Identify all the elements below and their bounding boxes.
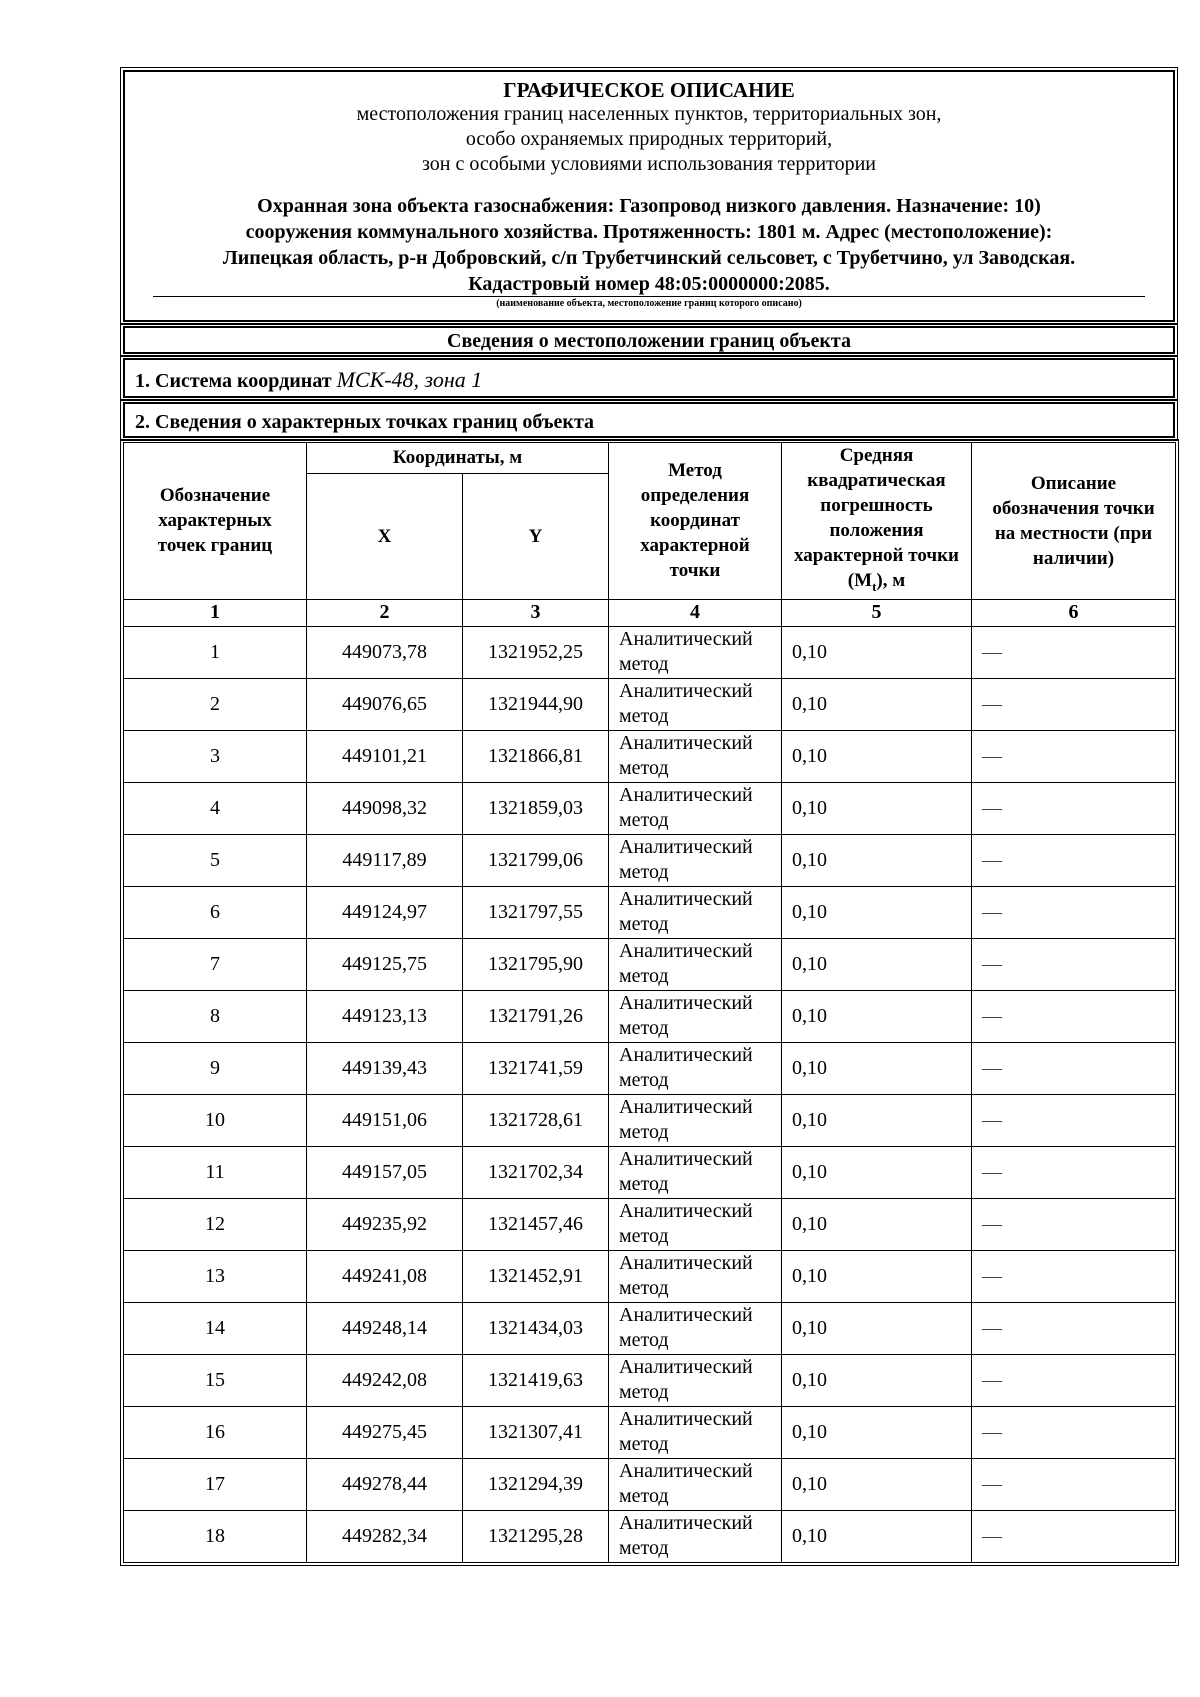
header-error-sub: t — [872, 578, 877, 594]
object-description — [125, 193, 1173, 297]
table-row — [124, 782, 1176, 834]
coord-system-value: МСК-48, зона 1 — [336, 367, 483, 392]
table-row — [124, 1354, 1176, 1406]
error-cell: 0,10 — [782, 782, 972, 834]
y-coordinate-cell: 1321295,28 — [463, 1510, 609, 1562]
method-cell: Аналитический метод — [609, 1042, 782, 1094]
error-cell: 0,10 — [782, 626, 972, 678]
column-number-row — [124, 599, 1176, 626]
x-coordinate-cell: 449076,65 — [307, 678, 463, 730]
object-caption: (наименование объекта, местоположение границ которого описано) — [496, 298, 802, 309]
y-coordinate-cell: 1321799,06 — [463, 834, 609, 886]
y-coordinate-cell: 1321944,90 — [463, 678, 609, 730]
table-row — [124, 1198, 1176, 1250]
point-id-cell: 11 — [124, 1146, 307, 1198]
description-cell: — — [972, 1406, 1176, 1458]
error-cell: 0,10 — [782, 834, 972, 886]
header-coords: Координаты, м — [307, 443, 609, 474]
method-cell: Аналитический метод — [609, 990, 782, 1042]
x-coordinate-cell: 449157,05 — [307, 1146, 463, 1198]
error-cell: 0,10 — [782, 1302, 972, 1354]
y-coordinate-cell: 1321457,46 — [463, 1198, 609, 1250]
table-row — [124, 886, 1176, 938]
point-id-cell: 17 — [124, 1458, 307, 1510]
x-coordinate-cell: 449098,32 — [307, 782, 463, 834]
y-coordinate-cell: 1321795,90 — [463, 938, 609, 990]
point-id-cell: 15 — [124, 1354, 307, 1406]
table-row — [124, 626, 1176, 678]
description-cell: — — [972, 938, 1176, 990]
x-coordinate-cell: 449125,75 — [307, 938, 463, 990]
description-cell: — — [972, 1302, 1176, 1354]
method-cell: Аналитический метод — [609, 1198, 782, 1250]
x-coordinate-cell: 449151,06 — [307, 1094, 463, 1146]
error-cell: 0,10 — [782, 990, 972, 1042]
method-cell: Аналитический метод — [609, 1406, 782, 1458]
x-coordinate-cell: 449241,08 — [307, 1250, 463, 1302]
table-row — [124, 990, 1176, 1042]
x-coordinate-cell: 449235,92 — [307, 1198, 463, 1250]
table-row — [124, 1094, 1176, 1146]
x-coordinate-cell: 449123,13 — [307, 990, 463, 1042]
x-coordinate-cell: 449117,89 — [307, 834, 463, 886]
method-cell: Аналитический метод — [609, 782, 782, 834]
point-id-cell: 3 — [124, 730, 307, 782]
column-number: 5 — [782, 599, 972, 626]
y-coordinate-cell: 1321294,39 — [463, 1458, 609, 1510]
header-error — [782, 443, 972, 600]
table-row — [124, 1302, 1176, 1354]
object-line: Липецкая область, р-н Добровский, с/п Трубетчинский сельсовет, с Трубетчино, ул Заводская. — [222, 247, 1076, 269]
description-cell: — — [972, 834, 1176, 886]
x-coordinate-cell: 449139,43 — [307, 1042, 463, 1094]
error-cell: 0,10 — [782, 1198, 972, 1250]
x-coordinate-cell: 449282,34 — [307, 1510, 463, 1562]
point-id-cell: 2 — [124, 678, 307, 730]
table-row — [124, 1146, 1176, 1198]
error-cell: 0,10 — [782, 730, 972, 782]
method-cell: Аналитический метод — [609, 886, 782, 938]
error-cell: 0,10 — [782, 1354, 972, 1406]
error-cell: 0,10 — [782, 1146, 972, 1198]
column-number: 6 — [972, 599, 1176, 626]
point-id-cell: 9 — [124, 1042, 307, 1094]
subtitle-line: местоположения границ населенных пунктов, территориальных зон, — [356, 103, 942, 125]
coord-system-label: 1. Система координат — [135, 370, 332, 392]
x-coordinate-cell: 449278,44 — [307, 1458, 463, 1510]
y-coordinate-cell: 1321952,25 — [463, 626, 609, 678]
method-cell: Аналитический метод — [609, 1094, 782, 1146]
method-cell: Аналитический метод — [609, 678, 782, 730]
description-cell: — — [972, 1354, 1176, 1406]
y-coordinate-cell: 1321866,81 — [463, 730, 609, 782]
subtitle-line: особо охраняемых природных территорий, — [465, 128, 833, 150]
method-cell: Аналитический метод — [609, 1146, 782, 1198]
method-cell: Аналитический метод — [609, 1510, 782, 1562]
description-cell: — — [972, 730, 1176, 782]
error-cell: 0,10 — [782, 678, 972, 730]
error-cell: 0,10 — [782, 1458, 972, 1510]
object-line: Кадастровый номер 48:05:0000000:2085. — [468, 273, 830, 295]
y-coordinate-cell: 1321307,41 — [463, 1406, 609, 1458]
point-id-cell: 16 — [124, 1406, 307, 1458]
table-row — [124, 1458, 1176, 1510]
error-cell: 0,10 — [782, 1094, 972, 1146]
header-y: Y — [463, 473, 609, 599]
subtitle-line: зон с особыми условиями использования территории — [421, 153, 877, 175]
point-id-cell: 5 — [124, 834, 307, 886]
error-cell: 0,10 — [782, 1510, 972, 1562]
x-coordinate-cell: 449124,97 — [307, 886, 463, 938]
description-cell: — — [972, 1094, 1176, 1146]
method-cell: Аналитический метод — [609, 1250, 782, 1302]
section-title-text: Сведения о местоположении границ объекта — [447, 330, 851, 352]
point-id-cell: 12 — [124, 1198, 307, 1250]
document-header — [123, 70, 1175, 322]
points-section-row — [123, 402, 1175, 438]
method-cell: Аналитический метод — [609, 626, 782, 678]
points-section-title: 2. Сведения о характерных точках границ объекта — [135, 411, 595, 433]
description-cell: — — [972, 782, 1176, 834]
y-coordinate-cell: 1321859,03 — [463, 782, 609, 834]
description-cell: — — [972, 1250, 1176, 1302]
header-point-id: Обозначение характерных точек границ — [124, 443, 307, 600]
description-cell: — — [972, 1198, 1176, 1250]
header-error-tail: ), м — [876, 570, 906, 591]
table-row — [124, 1406, 1176, 1458]
description-cell: — — [972, 886, 1176, 938]
method-cell: Аналитический метод — [609, 1458, 782, 1510]
point-id-cell: 7 — [124, 938, 307, 990]
method-cell: Аналитический метод — [609, 730, 782, 782]
y-coordinate-cell: 1321419,63 — [463, 1354, 609, 1406]
error-cell: 0,10 — [782, 1042, 972, 1094]
error-cell: 0,10 — [782, 938, 972, 990]
error-cell: 0,10 — [782, 886, 972, 938]
document-title: ГРАФИЧЕСКОЕ ОПИСАНИЕ — [503, 78, 795, 102]
document-page — [123, 70, 1175, 1563]
y-coordinate-cell: 1321797,55 — [463, 886, 609, 938]
column-number: 4 — [609, 599, 782, 626]
description-cell: — — [972, 1510, 1176, 1562]
error-cell: 0,10 — [782, 1250, 972, 1302]
error-cell: 0,10 — [782, 1406, 972, 1458]
y-coordinate-cell: 1321702,34 — [463, 1146, 609, 1198]
y-coordinate-cell: 1321728,61 — [463, 1094, 609, 1146]
y-coordinate-cell: 1321434,03 — [463, 1302, 609, 1354]
header-x: X — [307, 473, 463, 599]
object-underline — [153, 296, 1145, 297]
points-table — [123, 442, 1176, 1563]
description-cell: — — [972, 626, 1176, 678]
y-coordinate-cell: 1321452,91 — [463, 1250, 609, 1302]
point-id-cell: 13 — [124, 1250, 307, 1302]
method-cell: Аналитический метод — [609, 1354, 782, 1406]
table-row — [124, 938, 1176, 990]
point-id-cell: 10 — [124, 1094, 307, 1146]
method-cell: Аналитический метод — [609, 834, 782, 886]
description-cell: — — [972, 678, 1176, 730]
point-id-cell: 4 — [124, 782, 307, 834]
table-row — [124, 730, 1176, 782]
column-number: 1 — [124, 599, 307, 626]
y-coordinate-cell: 1321741,59 — [463, 1042, 609, 1094]
method-cell: Аналитический метод — [609, 1302, 782, 1354]
description-cell: — — [972, 1146, 1176, 1198]
section-title — [123, 326, 1175, 354]
point-id-cell: 18 — [124, 1510, 307, 1562]
x-coordinate-cell: 449101,21 — [307, 730, 463, 782]
point-id-cell: 8 — [124, 990, 307, 1042]
x-coordinate-cell: 449275,45 — [307, 1406, 463, 1458]
column-number: 2 — [307, 599, 463, 626]
table-row — [124, 678, 1176, 730]
method-cell: Аналитический метод — [609, 938, 782, 990]
object-line: сооружения коммунального хозяйства. Протяженность: 1801 м. Адрес (местоположение): — [245, 221, 1053, 243]
description-cell: — — [972, 1042, 1176, 1094]
header-error-text: Средняя квадратическая погрешность положения характерной точки (M — [794, 445, 959, 591]
column-number: 3 — [463, 599, 609, 626]
table-row — [124, 1510, 1176, 1562]
x-coordinate-cell: 449248,14 — [307, 1302, 463, 1354]
table-row — [124, 834, 1176, 886]
object-line: Охранная зона объекта газоснабжения: Газопровод низкого давления. Назначение: 10) — [257, 195, 1041, 217]
description-cell: — — [972, 990, 1176, 1042]
coord-system-row — [123, 358, 1175, 398]
x-coordinate-cell: 449073,78 — [307, 626, 463, 678]
point-id-cell: 6 — [124, 886, 307, 938]
y-coordinate-cell: 1321791,26 — [463, 990, 609, 1042]
table-row — [124, 1042, 1176, 1094]
header-description: Описание обозначения точки на местности (при наличии) — [972, 443, 1176, 600]
x-coordinate-cell: 449242,08 — [307, 1354, 463, 1406]
header-method: Метод определения координат характерной точки — [609, 443, 782, 600]
point-id-cell: 1 — [124, 626, 307, 678]
point-id-cell: 14 — [124, 1302, 307, 1354]
description-cell: — — [972, 1458, 1176, 1510]
table-row — [124, 1250, 1176, 1302]
